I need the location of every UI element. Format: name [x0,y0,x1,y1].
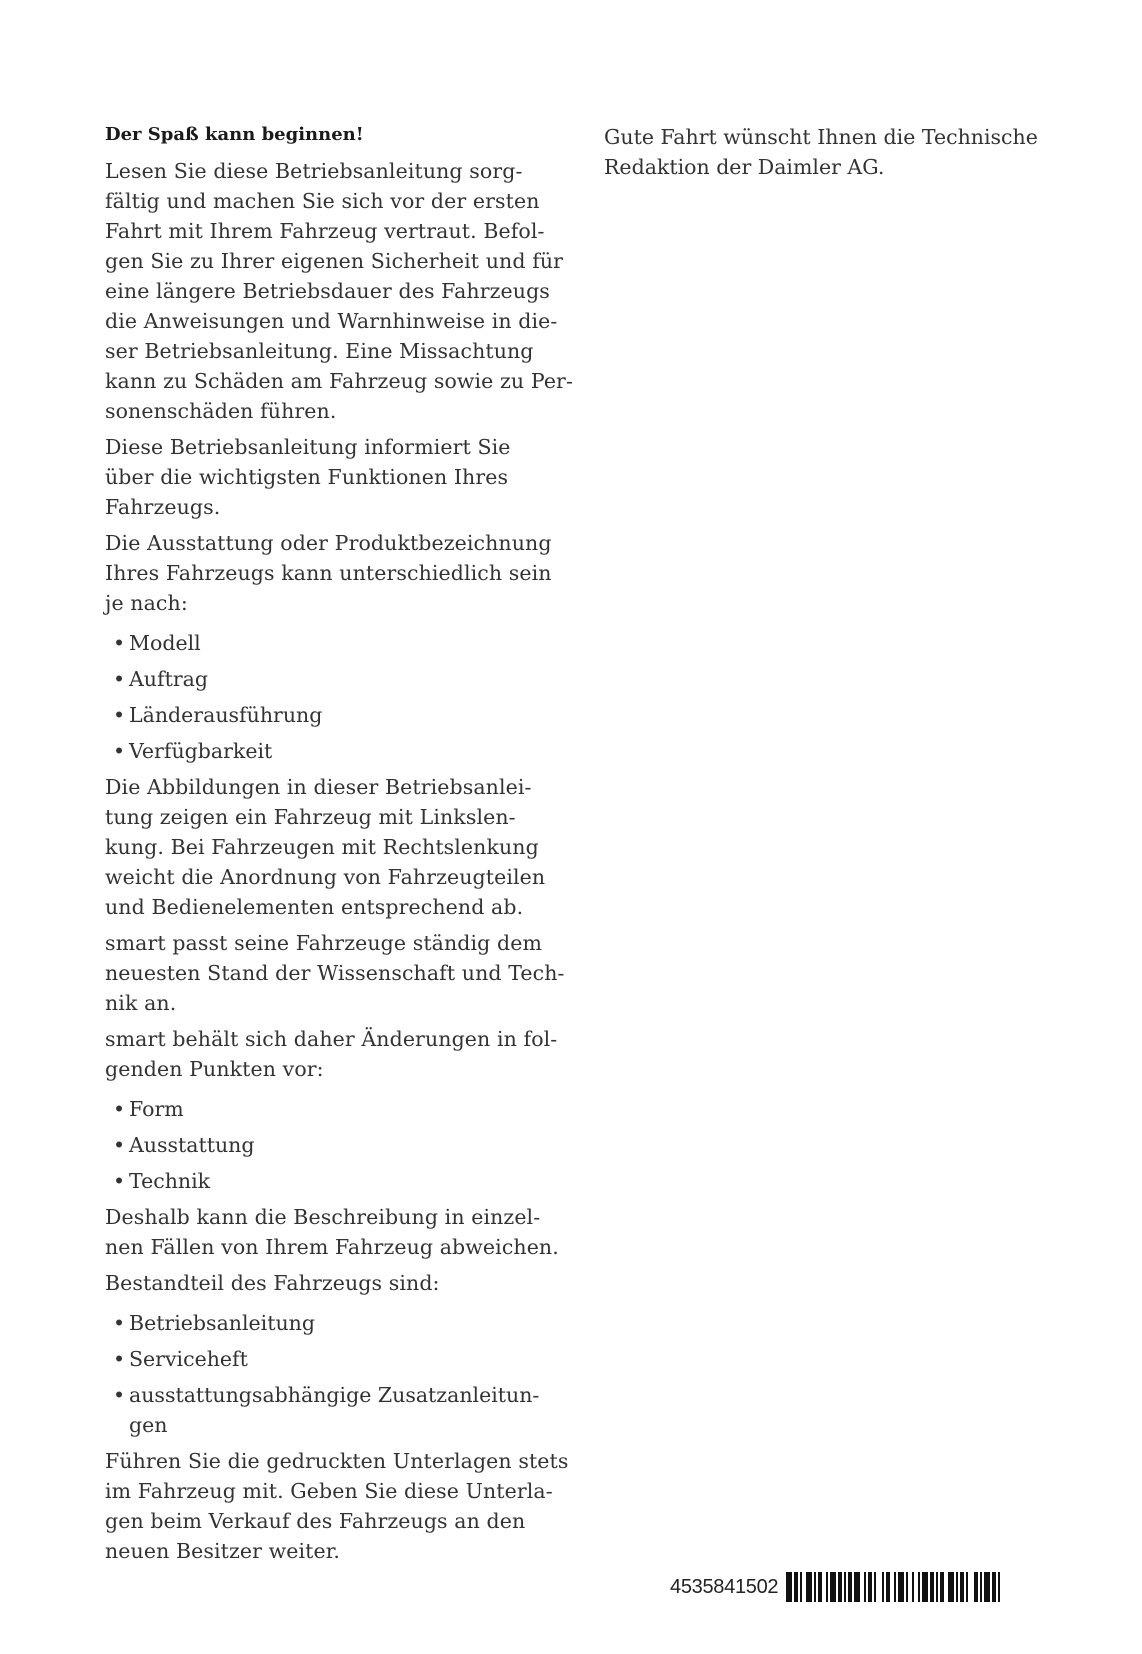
barcode-bar [844,1572,846,1602]
text-line: fältig und machen Sie sich vor der ersten [105,189,540,213]
technology-paragraph [105,928,585,1018]
barcode-bar [966,1572,968,1602]
bullet-icon: • [113,1133,126,1157]
barcode-bar [992,1572,996,1602]
text-line: gen Sie zu Ihrer eigenen Sicherheit und für [105,249,564,273]
list-item: • Auftrag [105,664,585,694]
text-line: Lesen Sie diese Betriebsanleitung sorg- [105,159,523,183]
text-line: kann zu Schäden am Fahrzeug sowie zu Per- [105,369,573,393]
text-line: Redaktion der Daimler AG. [604,155,885,179]
changes-list [105,1094,585,1196]
bullet-icon: • [113,631,126,655]
text-line: neuesten Stand der Wissenschaft und Tech- [105,961,565,985]
deviation-paragraph [105,1202,585,1262]
bullet-icon: • [113,667,126,691]
text-line: über die wichtigsten Funktionen Ihres [105,465,509,489]
bullet-icon: • [113,1383,126,1407]
barcode-bar [936,1572,938,1602]
barcode-bar [794,1572,798,1602]
text-line: smart passt seine Fahrzeuge ständig dem [105,931,542,955]
barcode-bar [898,1572,904,1602]
text-line: und Bedienelementen entsprechend ab. [105,895,524,919]
list-item: • Verfügbarkeit [105,736,585,766]
list-item: • Technik [105,1166,585,1196]
barcode-bar [956,1572,958,1602]
barcode-bar [906,1572,908,1602]
text-line: Deshalb kann die Beschreibung in einzel- [105,1205,541,1229]
barcode-icon [786,1572,1066,1602]
text-line: Ihres Fahrzeugs kann unterschiedlich sein [105,561,552,585]
list-item: • Form [105,1094,585,1124]
closing-greeting [604,122,1074,182]
changes-paragraph [105,1024,585,1084]
barcode-bar [984,1572,990,1602]
barcode-bar [854,1572,860,1602]
barcode-bar [818,1572,822,1602]
equipment-list [105,628,585,766]
barcode-bar [826,1572,828,1602]
barcode-bar [930,1572,934,1602]
intro-paragraph [105,156,585,426]
barcode-bar [864,1572,866,1602]
text-line: Die Ausstattung oder Produktbezeichnung [105,531,552,555]
barcode-bar [848,1572,852,1602]
list-item: • Betriebsanleitung [105,1308,585,1338]
section-heading: Der Spaß kann beginnen! [105,124,364,145]
list-item: • ausstattungsabhängige Zusatzanleitun- gen [105,1380,585,1440]
bullet-icon: • [113,703,126,727]
barcode-bar [874,1572,876,1602]
list-item: • Serviceheft [105,1344,585,1374]
barcode-bar [894,1572,896,1602]
illustrations-paragraph [105,772,585,922]
barcode-bar [960,1572,964,1602]
bullet-icon: • [113,739,126,763]
text-line: Diese Betriebsanleitung informiert Sie [105,435,511,459]
text-line: Führen Sie die gedruckten Unterlagen stets [105,1449,569,1473]
list-item: • Modell [105,628,585,658]
barcode-bar [786,1572,792,1602]
text-line: Fahrt mit Ihrem Fahrzeug vertraut. Befol- [105,219,545,243]
bullet-icon: • [113,1097,126,1121]
barcode-bar [886,1572,890,1602]
barcode-bar [940,1572,944,1602]
text-line: smart behält sich daher Änderungen in fol- [105,1027,558,1051]
barcode-bar [912,1572,914,1602]
barcode-bar [814,1572,816,1602]
info-paragraph [105,432,585,522]
text-line: im Fahrzeug mit. Geben Sie diese Unterla- [105,1479,553,1503]
text-line: neuen Besitzer weiter. [105,1539,341,1563]
components-paragraph [105,1268,585,1298]
barcode-bar [806,1572,812,1602]
barcode-bar [948,1572,954,1602]
documents-paragraph [105,1446,585,1566]
barcode-bar [922,1572,928,1602]
text-line: Fahrzeugs. [105,495,221,519]
text-line: tung zeigen ein Fahrzeug mit Linkslen- [105,805,516,829]
barcode-block [670,1572,1066,1602]
barcode-bar [830,1572,836,1602]
text-line: nik an. [105,991,177,1015]
right-column [604,122,1074,182]
text-line: die Anweisungen und Warnhinweise in die- [105,309,558,333]
text-line: Bestandteil des Fahrzeugs sind: [105,1271,440,1295]
components-list [105,1308,585,1440]
text-line: Die Abbildungen in dieser Betriebsanlei- [105,775,532,799]
bullet-icon: • [113,1311,126,1335]
text-line: sonenschäden führen. [105,399,337,423]
text-line: weicht die Anordnung von Fahrzeugteilen [105,865,546,889]
barcode-bar [980,1572,982,1602]
bullet-icon: • [113,1169,126,1193]
text-line: gen beim Verkauf des Fahrzeugs an den [105,1509,526,1533]
text-line: Gute Fahrt wünscht Ihnen die Technische [604,125,1038,149]
barcode-bar [882,1572,884,1602]
barcode-bar [918,1572,920,1602]
text-line: ser Betriebsanleitung. Eine Missachtung [105,339,534,363]
barcode-bar [838,1572,842,1602]
barcode-bar [998,1572,1000,1602]
left-column [105,122,585,1572]
text-line: kung. Bei Fahrzeugen mit Rechtslenkung [105,835,539,859]
barcode-bar [800,1572,802,1602]
text-line: je nach: [105,591,188,615]
text-line: genden Punkten vor: [105,1057,324,1081]
text-line: eine längere Betriebsdauer des Fahrzeugs [105,279,550,303]
barcode-bar [974,1572,978,1602]
barcode-bar [868,1572,872,1602]
equipment-paragraph [105,528,585,618]
barcode-number: 4535841502 [670,1575,779,1598]
text-line: nen Fällen von Ihrem Fahrzeug abweichen. [105,1235,559,1259]
list-item: • Ausstattung [105,1130,585,1160]
bullet-icon: • [113,1347,126,1371]
list-item: • Länderausführung [105,700,585,730]
